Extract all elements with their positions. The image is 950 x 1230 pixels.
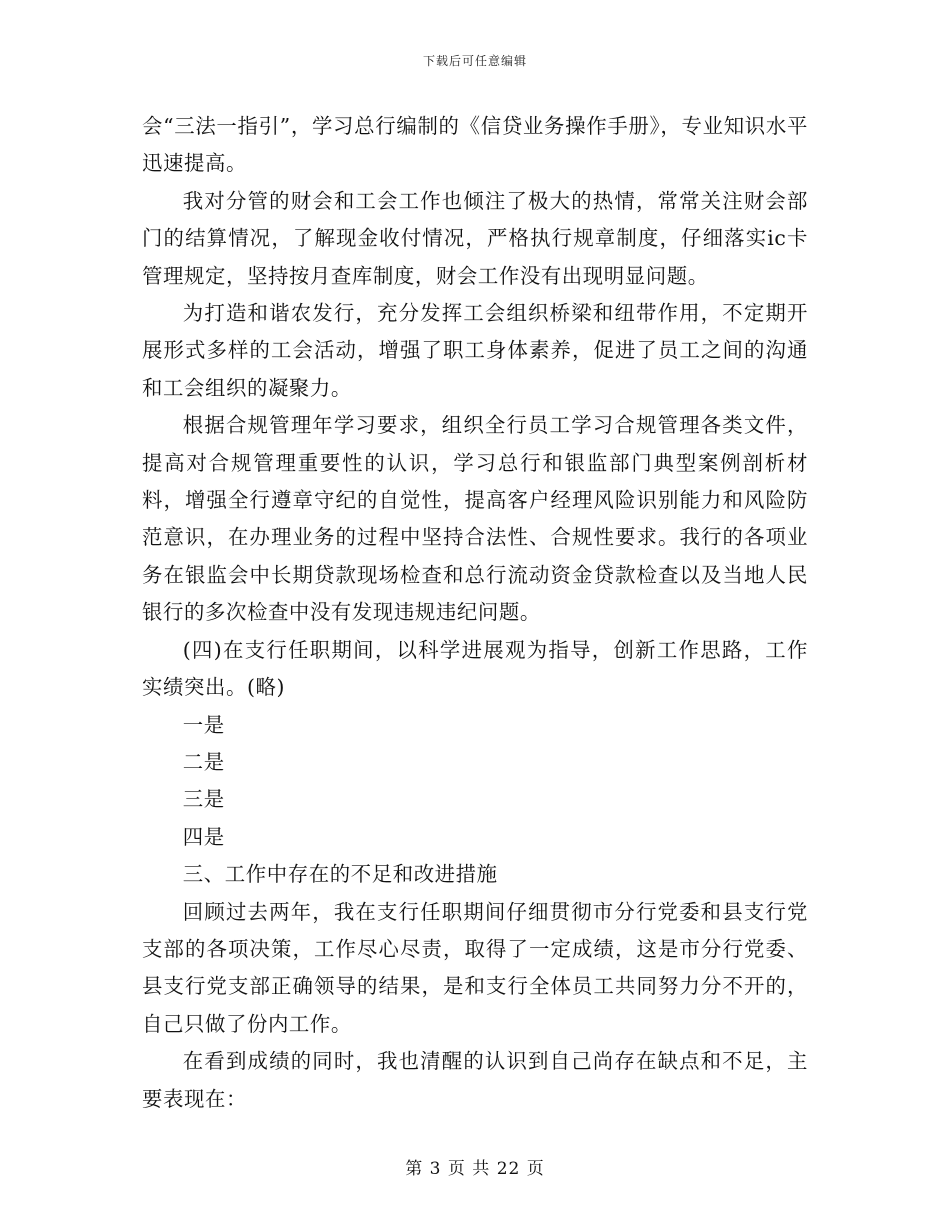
page-header: 下载后可任意编辑 <box>422 54 527 68</box>
list-item-3: 三是 <box>182 787 225 812</box>
paragraph-7: 在看到成绩的同时，我也清醒的认识到自己尚存在缺点和不足，主要表现在： <box>142 1049 808 1111</box>
paragraph-4: 根据合规管理年学习要求，组织全行员工学习合规管理各类文件，提高对合规管理重要性的认识，学习总行和银监部门典型案例剖析材料，增强全行遵章守纪的自觉性，提高客户经理风险识别能力和风险防范意识，在办理业务的过程中坚持合法性、合规性要求。我行的各项业务在银监会中长期贷款现场检查和总行流动资金贷款检查以及当地人民银行的多次检查中没有发现违规违纪问题。 <box>142 413 808 625</box>
total-pages-number: 22 <box>496 1159 521 1179</box>
paragraph-3: 为打造和谐农发行，充分发挥工会组织桥梁和纽带作用，不定期开展形式多样的工会活动，增强了职工身体素养，促进了员工之间的沟通和工会组织的凝聚力。 <box>142 301 808 400</box>
footer-middle: 页 共 <box>447 1159 491 1179</box>
footer-suffix: 页 <box>526 1159 545 1179</box>
section-heading: 三、工作中存在的不足和改进措施 <box>182 862 498 887</box>
paragraph-1: 会“三法一指引”，学习总行编制的《信贷业务操作手册》，专业知识水平迅速提高。 <box>142 114 808 176</box>
current-page-number: 3 <box>429 1159 442 1179</box>
paragraph-5: (四)在支行任职期间，以科学进展观为指导，创新工作思路，工作实绩突出。(略) <box>142 637 808 700</box>
page-footer <box>0 1154 950 1179</box>
document-body <box>142 108 808 1118</box>
paragraph-6: 回顾过去两年，我在支行任职期间仔细贯彻市分行党委和县支行党支部的各项决策，工作尽心尽责，取得了一定成绩，这是市分行党委、县支行党支部正确领导的结果，是和支行全体员工共同努力分不开的，自己只做了份内工作。 <box>142 899 808 1036</box>
paragraph-2: 我对分管的财会和工会工作也倾注了极大的热情，常常关注财会部门的结算情况，了解现金收付情况，严格执行规章制度，仔细落实ic卡管理规定，坚持按月查库制度，财会工作没有出现明显问题。 <box>142 188 808 288</box>
list-item-2: 二是 <box>182 749 225 774</box>
footer-prefix: 第 <box>405 1159 424 1179</box>
list-item-4: 四是 <box>182 824 225 849</box>
list-item-1: 一是 <box>182 712 225 737</box>
